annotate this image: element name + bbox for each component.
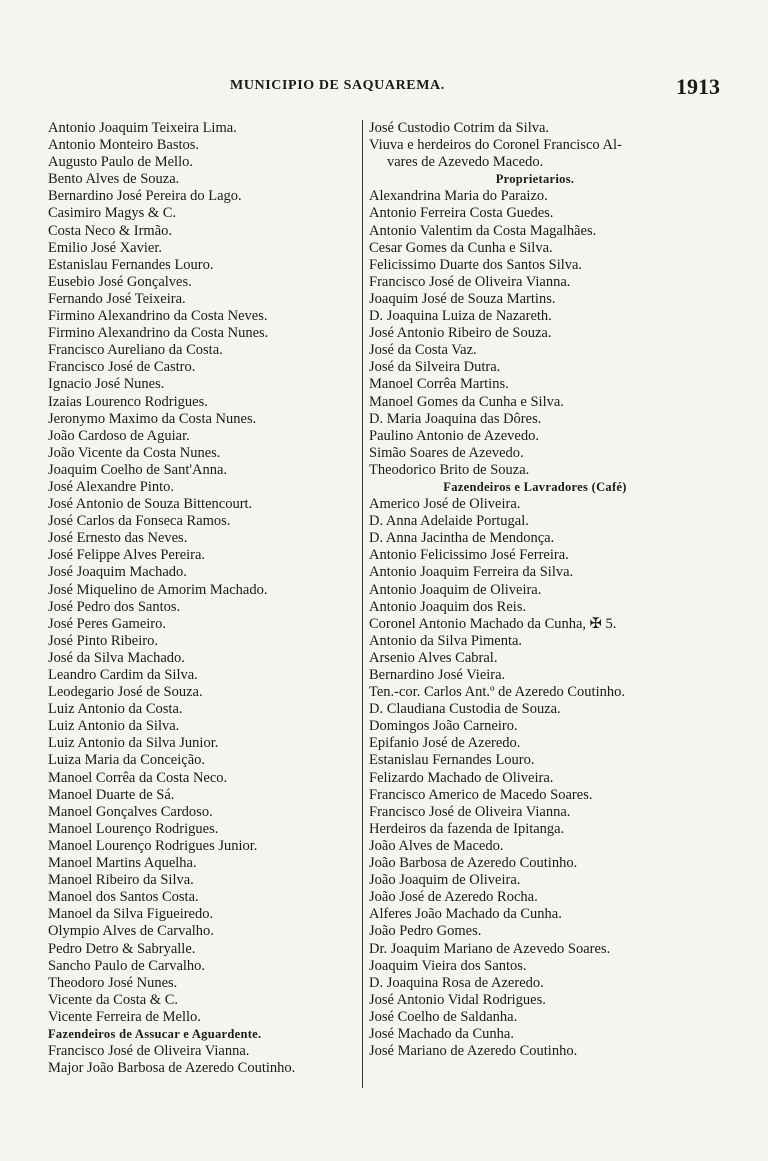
list-item: Firmino Alexandrino da Costa Nunes. bbox=[48, 325, 269, 342]
list-item: Firmino Alexandrino da Costa Neves. bbox=[48, 308, 268, 325]
list-item: Manoel Ribeiro da Silva. bbox=[48, 872, 194, 889]
list-item: Vicente da Costa & C. bbox=[48, 991, 179, 1008]
list-item: Manoel Lourenço Rodrigues Junior. bbox=[48, 837, 258, 854]
list-item: João Pedro Gomes. bbox=[369, 923, 482, 940]
list-item: Antonio Joaquim Ferreira da Silva. bbox=[369, 564, 574, 581]
list-item: José Peres Gameiro. bbox=[48, 615, 166, 632]
list-item: José Pedro dos Santos. bbox=[48, 598, 181, 615]
list-item: Joaquim Vieira dos Santos. bbox=[369, 957, 527, 974]
list-item: D. Joaquina Rosa de Azeredo. bbox=[369, 974, 544, 991]
list-item: José Coelho de Saldanha. bbox=[369, 1008, 518, 1025]
page-title: MUNICIPIO DE SAQUAREMA. bbox=[230, 78, 445, 93]
list-item: Bento Alves de Souza. bbox=[48, 171, 180, 188]
list-item: Manoel Duarte de Sá. bbox=[48, 786, 175, 803]
list-item: João Joaquim de Oliveira. bbox=[369, 872, 521, 889]
list-item: Francisco José de Oliveira Vianna. bbox=[48, 1043, 250, 1060]
list-item: Antonio Monteiro Bastos. bbox=[48, 137, 200, 154]
list-item: Major João Barbosa de Azeredo Coutinho. bbox=[48, 1060, 296, 1077]
list-item: João Alves de Macedo. bbox=[369, 837, 504, 854]
list-item: Izaias Lourenco Rodrigues. bbox=[48, 393, 208, 410]
left-names-list bbox=[48, 120, 366, 1026]
list-item: Domingos João Carneiro. bbox=[369, 718, 518, 735]
list-item: Francisco Aureliano da Costa. bbox=[48, 342, 223, 359]
proprietarios-list bbox=[369, 188, 709, 479]
list-item: Costa Neco & Irmão. bbox=[48, 222, 173, 239]
list-item: Viuva e herdeiros do Coronel Francisco Al- bbox=[369, 137, 622, 154]
list-item: José Antonio Ribeiro de Souza. bbox=[369, 325, 552, 342]
list-item: D. Joaquina Luiza de Nazareth. bbox=[369, 308, 552, 325]
list-item: Jeronymo Maximo da Costa Nunes. bbox=[48, 410, 257, 427]
list-item: Francisco José de Oliveira Vianna. bbox=[369, 273, 571, 290]
list-item: Pedro Detro & Sabryalle. bbox=[48, 940, 196, 957]
list-item: Alexandrina Maria do Paraizo. bbox=[369, 188, 548, 205]
list-item: Emilio José Xavier. bbox=[48, 239, 162, 256]
list-item: Felizardo Machado de Oliveira. bbox=[369, 769, 554, 786]
list-item: Luiz Antonio da Silva. bbox=[48, 718, 180, 735]
list-item: Manoel Gomes da Cunha e Silva. bbox=[369, 393, 564, 410]
list-item: José Carlos da Fonseca Ramos. bbox=[48, 513, 231, 530]
assucar-names-list bbox=[48, 1043, 366, 1077]
list-item: Antonio Felicissimo José Ferreira. bbox=[369, 547, 569, 564]
list-item: Antonio Joaquim de Oliveira. bbox=[369, 581, 542, 598]
section-heading-proprietarios: Proprietarios. bbox=[495, 172, 575, 187]
list-item: Americo José de Oliveira. bbox=[369, 496, 521, 513]
page-header bbox=[40, 74, 720, 104]
right-column bbox=[362, 120, 709, 1088]
list-item: Theodoro José Nunes. bbox=[48, 974, 178, 991]
section-heading-assucar: Fazendeiros de Assucar e Aguardente. bbox=[48, 1026, 262, 1041]
list-item-continuation: vares de Azevedo Macedo. bbox=[387, 154, 544, 171]
list-item: José Antonio de Souza Bittencourt. bbox=[48, 496, 253, 513]
list-item: Fernando José Teixeira. bbox=[48, 290, 186, 307]
list-item: Luiz Antonio da Costa. bbox=[48, 701, 183, 718]
list-item: Sancho Paulo de Carvalho. bbox=[48, 957, 206, 974]
list-item: Estanislau Fernandes Louro. bbox=[369, 752, 535, 769]
list-item: José da Silva Machado. bbox=[48, 649, 185, 666]
list-item: Dr. Joaquim Mariano de Azevedo Soares. bbox=[369, 940, 611, 957]
list-item: Augusto Paulo de Mello. bbox=[48, 154, 193, 171]
list-item: Eusebio José Gonçalves. bbox=[48, 273, 192, 290]
list-item: Joaquim Coelho de Sant'Anna. bbox=[48, 461, 228, 478]
list-item: Ten.-cor. Carlos Ant.º de Azeredo Coutinho. bbox=[369, 684, 625, 701]
list-item: José Pinto Ribeiro. bbox=[48, 632, 158, 649]
list-item: José Joaquim Machado. bbox=[48, 564, 187, 581]
list-item: José Alexandre Pinto. bbox=[48, 478, 175, 495]
list-item: Felicissimo Duarte dos Santos Silva. bbox=[369, 256, 583, 273]
list-item: D. Claudiana Custodia de Souza. bbox=[369, 701, 561, 718]
page-number: 1913 bbox=[676, 74, 720, 99]
list-item: Estanislau Fernandes Louro. bbox=[48, 256, 214, 273]
list-item: Coronel Antonio Machado da Cunha, ✠ 5. bbox=[369, 615, 617, 632]
list-item: Antonio Joaquim dos Reis. bbox=[369, 598, 527, 615]
list-item: Bernardino José Vieira. bbox=[369, 667, 506, 683]
list-item: Antonio Joaquim Teixeira Lima. bbox=[48, 120, 237, 136]
list-item: José Antonio Vidal Rodrigues. bbox=[369, 991, 546, 1008]
list-item: Manoel Gonçalves Cardoso. bbox=[48, 803, 213, 820]
list-item: José da Silveira Dutra. bbox=[369, 359, 501, 376]
list-item: José Miquelino de Amorim Machado. bbox=[48, 581, 268, 598]
list-item: Francisco José de Castro. bbox=[48, 359, 196, 376]
list-item: Antonio Ferreira Costa Guedes. bbox=[369, 205, 554, 222]
list-item: João Vicente da Costa Nunes. bbox=[48, 444, 221, 461]
list-item: Arsenio Alves Cabral. bbox=[369, 649, 498, 666]
list-item: João Barbosa de Azeredo Coutinho. bbox=[369, 855, 578, 872]
section-heading-cafe: Fazendeiros e Lavradores (Café) bbox=[443, 479, 627, 494]
list-item: D. Anna Jacintha de Mendonça. bbox=[369, 530, 555, 547]
list-item: Olympio Alves de Carvalho. bbox=[48, 923, 214, 940]
list-item: Simão Soares de Azevedo. bbox=[369, 444, 524, 461]
list-item: Manoel dos Santos Costa. bbox=[48, 889, 199, 906]
list-item: José Ernesto das Neves. bbox=[48, 530, 188, 547]
list-item: José Machado da Cunha. bbox=[369, 1025, 514, 1042]
list-item: João Cardoso de Aguiar. bbox=[48, 427, 190, 444]
list-item: Theodorico Brito de Souza. bbox=[369, 461, 530, 478]
list-item: Francisco José de Oliveira Vianna. bbox=[369, 803, 571, 820]
list-item: D. Maria Joaquina das Dôres. bbox=[369, 410, 542, 427]
list-item: Leodegario José de Souza. bbox=[48, 684, 203, 701]
list-item: José da Costa Vaz. bbox=[369, 342, 477, 359]
list-item: Cesar Gomes da Cunha e Silva. bbox=[369, 239, 553, 256]
list-item: Herdeiros da fazenda de Ipitanga. bbox=[369, 820, 565, 837]
list-item: Joaquim José de Souza Martins. bbox=[369, 290, 556, 307]
list-item: Francisco Americo de Macedo Soares. bbox=[369, 786, 593, 803]
list-item: D. Anna Adelaide Portugal. bbox=[369, 513, 529, 530]
list-item: José Felippe Alves Pereira. bbox=[48, 547, 206, 564]
list-item: Luiz Antonio da Silva Junior. bbox=[48, 735, 219, 752]
list-item: Epifanio José de Azeredo. bbox=[369, 735, 521, 752]
list-item: José Custodio Cotrim da Silva. bbox=[369, 120, 550, 136]
list-item: Manoel Lourenço Rodrigues. bbox=[48, 820, 219, 837]
list-item: Casimiro Magys & C. bbox=[48, 205, 177, 222]
list-item: Manoel Martins Aquelha. bbox=[48, 855, 197, 872]
list-item: Luiza Maria da Conceição. bbox=[48, 752, 206, 769]
left-column bbox=[48, 120, 366, 1077]
list-item: Leandro Cardim da Silva. bbox=[48, 667, 198, 683]
list-item: Manoel Corrêa Martins. bbox=[369, 376, 509, 393]
list-item: Paulino Antonio de Azevedo. bbox=[369, 427, 539, 444]
list-item: Manoel Corrêa da Costa Neco. bbox=[48, 769, 228, 786]
list-item: Alferes João Machado da Cunha. bbox=[369, 906, 562, 923]
list-item: Ignacio José Nunes. bbox=[48, 376, 165, 393]
list-item: Bernardino José Pereira do Lago. bbox=[48, 188, 242, 205]
list-item: Manoel da Silva Figueiredo. bbox=[48, 906, 214, 923]
list-item: José Mariano de Azeredo Coutinho. bbox=[369, 1043, 578, 1060]
list-item: Vicente Ferreira de Mello. bbox=[48, 1008, 201, 1025]
list-item: João José de Azeredo Rocha. bbox=[369, 889, 538, 906]
list-item: Antonio Valentim da Costa Magalhães. bbox=[369, 222, 597, 239]
cafe-list bbox=[369, 496, 709, 1060]
list-item: Antonio da Silva Pimenta. bbox=[369, 632, 523, 649]
